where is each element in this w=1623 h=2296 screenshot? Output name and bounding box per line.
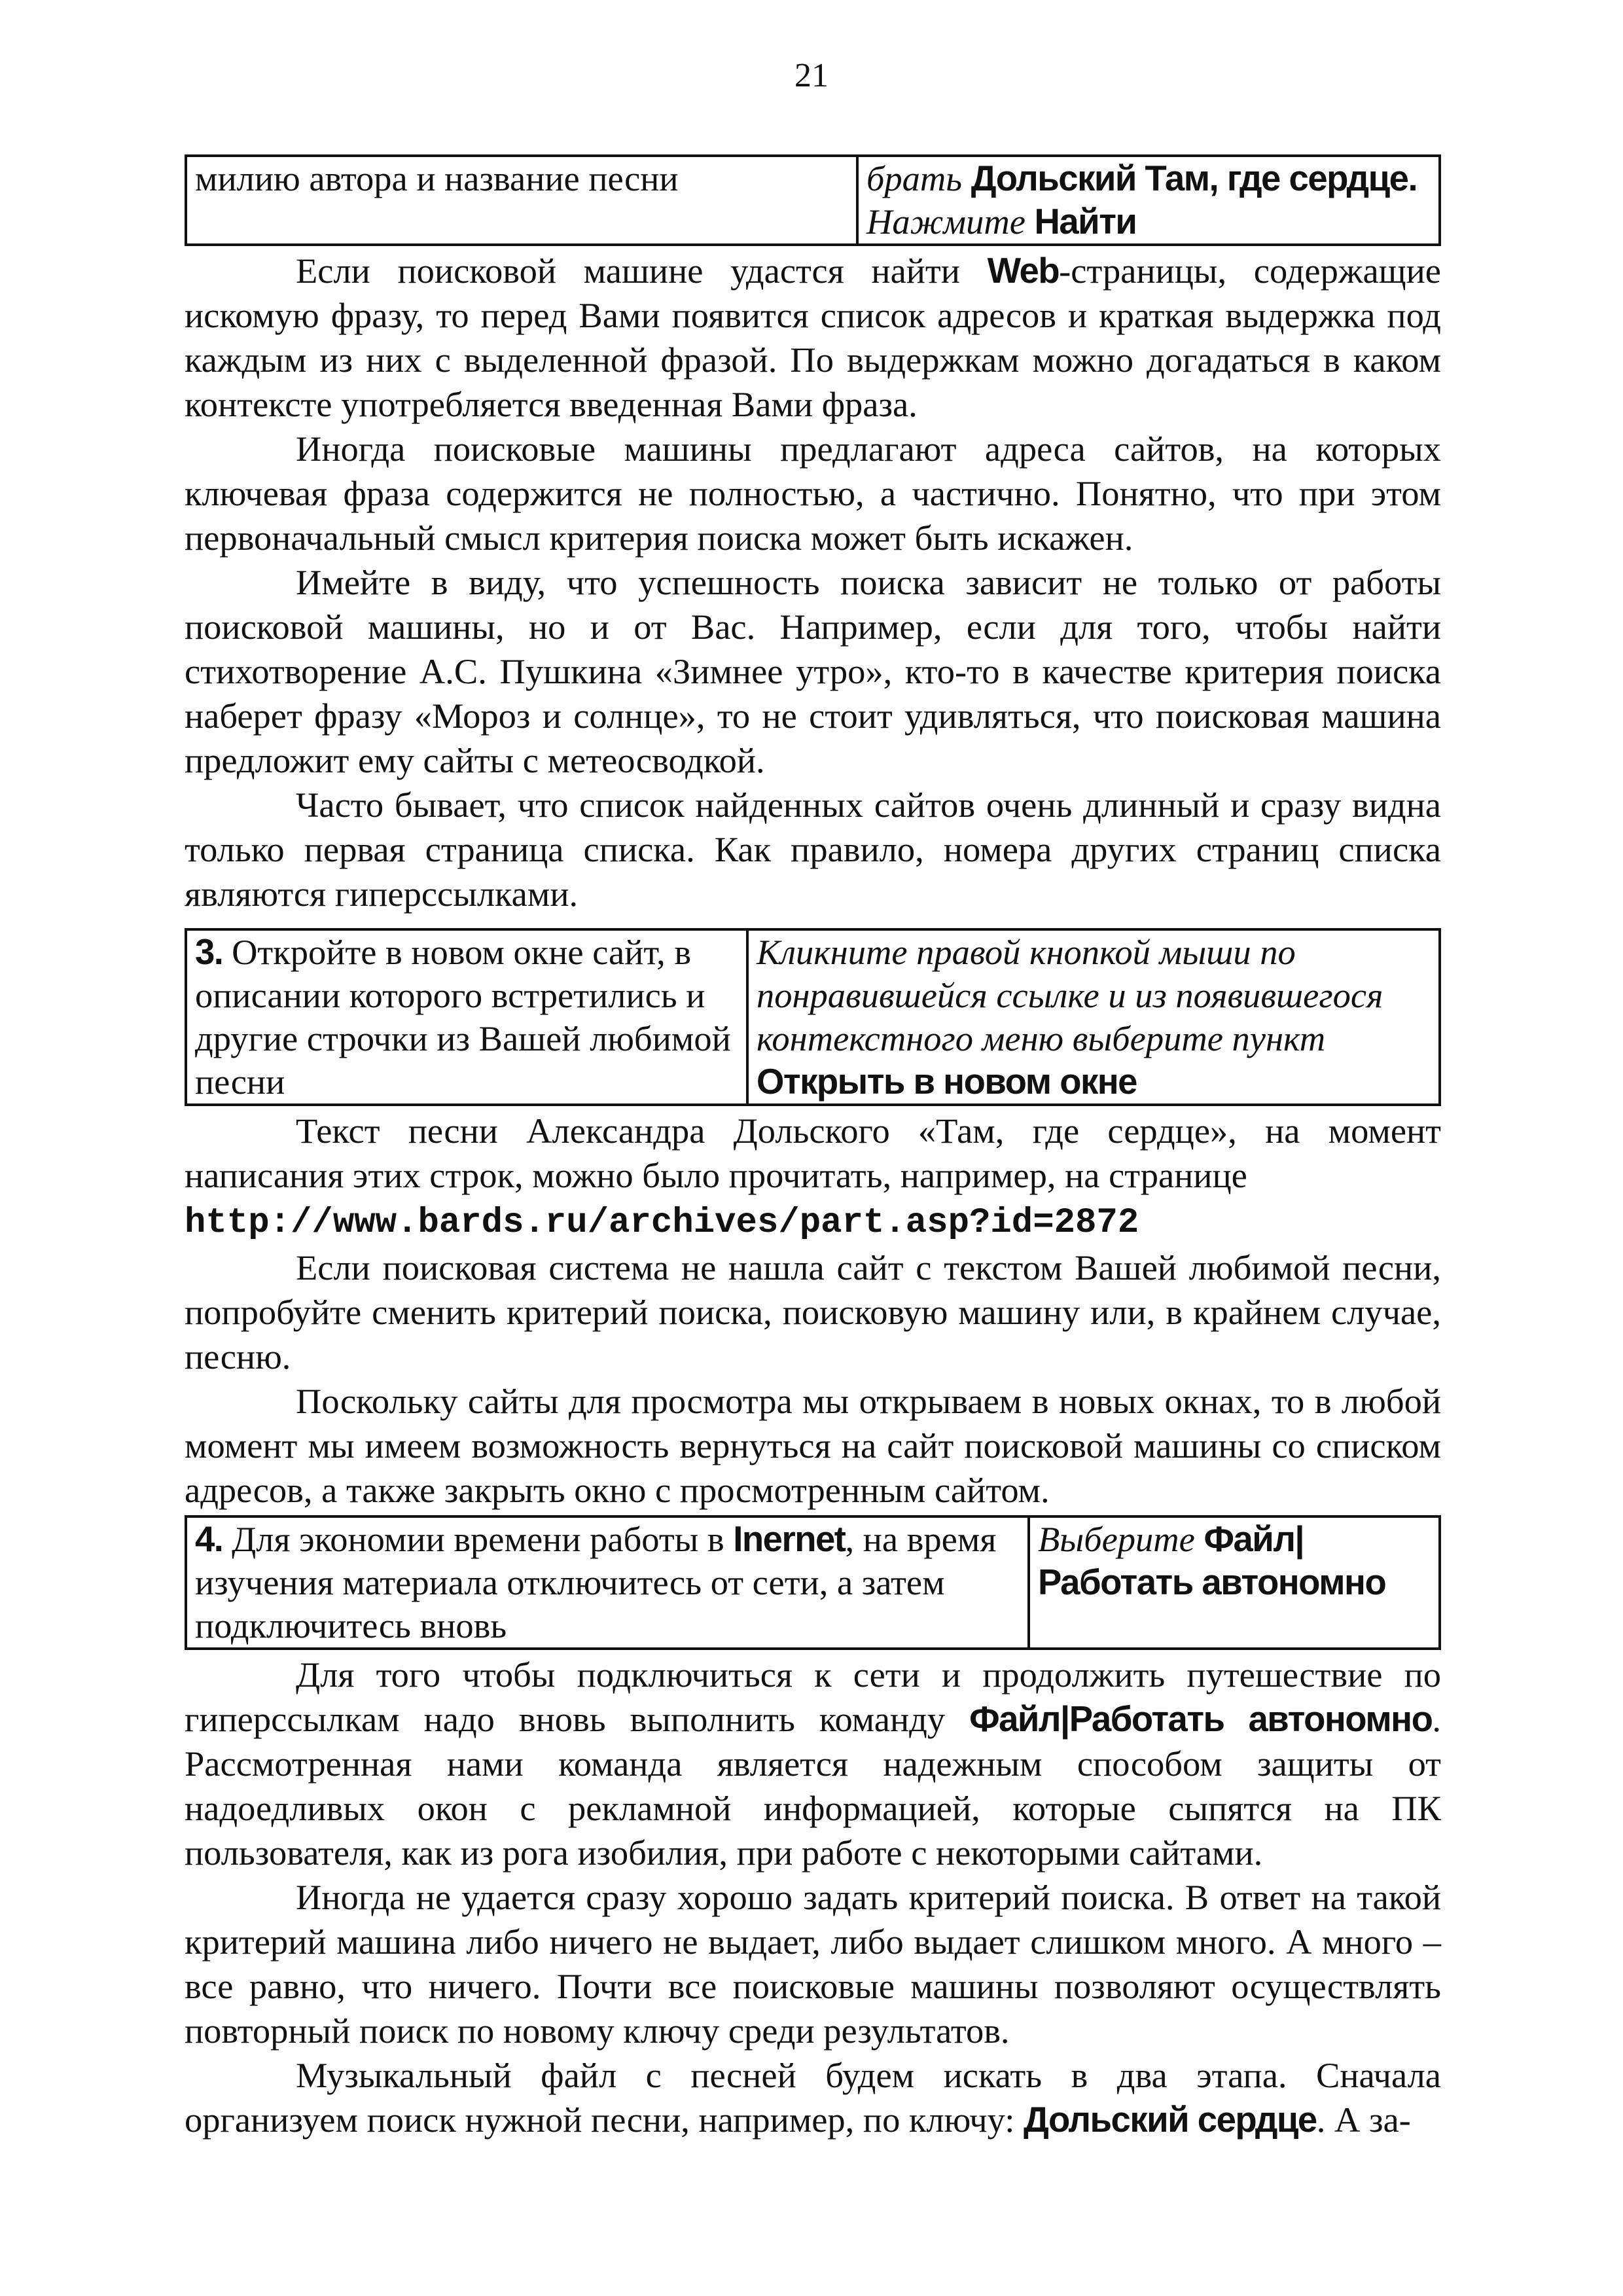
paragraph: Имейте в виду, что успешность поиска зависит не только от работы поисковой машины, но и от Вас. Например, если для того, чтобы найти стихотворение А.С. Пушкина «Зимнее утро», кто-то в качестве критерия поиска наберет фразу «Мороз и солнце», то не стоит удивляться, что поисковая машина предложит ему сайты с метеосводкой. [185, 562, 1441, 780]
task-cell-instruction: брать Дольский Там, где сердце. Нажмите Найти [857, 156, 1440, 245]
task-table-3 [185, 928, 1441, 1106]
search-phrase-text: Дольский Там, где сердце. [971, 158, 1418, 198]
menu-item-label: Открыть в новом окне [757, 1062, 1137, 1102]
task-cell-instruction: Выберите Файл| Работать автономно [1029, 1516, 1440, 1649]
paragraph: Если поисковой машине удастся найти Web-страницы, содержащие искомую фразу, то перед Вами появится список адресов и краткая выдержка под каждым из них с выделенной фразой. По выдержкам можно догадаться в каком контексте употребляется введенная Вами фраза. [185, 251, 1441, 424]
task-cell-description: 3. Откройте в новом окне сайт, в описании которого встретились и другие строчки из Вашей любимой песни [186, 929, 747, 1105]
find-button-label: Найти [1034, 202, 1137, 242]
task-table-search-phrase [185, 154, 1441, 246]
paragraph: Текст песни Александра Дольского «Там, где сердце», на момент написания этих строк, можно было прочитать, например, на странице [185, 1111, 1441, 1195]
paragraph: Иногда поисковые машины предлагают адреса сайтов, на которых ключевая фраза содержится не полностью, а частично. Понятно, что при этом первоначальный смысл критерия поиска может быть искажен. [185, 429, 1441, 558]
page-number: 21 [794, 57, 829, 94]
paragraph: Музыкальный файл с песней будем искать в два этапа. Сначала организуем поиск нужной песни, например, по ключу: Дольский сердце. А за- [185, 2055, 1441, 2140]
paragraph: Поскольку сайты для просмотра мы открываем в новых окнах, то в любой момент мы имеем возможность вернуться на сайт поисковой машины со списком адресов, а также закрыть окно с просмотренным сайтом. [185, 1381, 1441, 1510]
paragraph: Часто бывает, что список найденных сайтов очень длинный и сразу видна только первая страница списка. Как правило, номера других страниц списка являются гиперссылками. [185, 785, 1441, 914]
page-content [185, 152, 1441, 2142]
paragraph: Для того чтобы подключиться к сети и продолжить путешествие по гиперссылкам надо вновь выполнить команду Файл|Работать автономно. Рассмотренная нами команда является надежным способом защиты от надоедливых окон с рекламной информацией, которые сыпятся на ПК пользователя, как из рога изобилия, при работе с некоторыми сайтами. [185, 1655, 1441, 1873]
task-cell-instruction: Кликните правой кнопкой мыши по понравившейся ссылке и из появившегося контекстного меню выберите пункт Открыть в новом окне [747, 929, 1440, 1105]
url-text: http://www.bards.ru/archives/part.asp?id=2872 [185, 1203, 1139, 1243]
paragraph: Если поисковая система не нашла сайт с текстом Вашей любимой песни, попробуйте сменить критерий поиска, поисковую машину или, в крайнем случае, песню. [185, 1247, 1441, 1376]
task-table-4 [185, 1515, 1441, 1650]
task-cell-description: 4. Для экономии времени работы в Inernet, на время изучения материала отключитесь от сети, а затем подключитесь вновь [186, 1516, 1029, 1649]
paragraph: Иногда не удается сразу хорошо задать критерий поиска. В ответ на такой критерий машина либо ничего не выдает, либо выдает слишком много. А много – все равно, что ничего. Почти все поисковые машины позволяют осуществлять повторный поиск по новому ключу среди результатов. [185, 1877, 1441, 2051]
menu-command-label: Файл| Работать автономно [1038, 1519, 1386, 1602]
task-cell-description: милию автора и название песни [186, 156, 857, 245]
